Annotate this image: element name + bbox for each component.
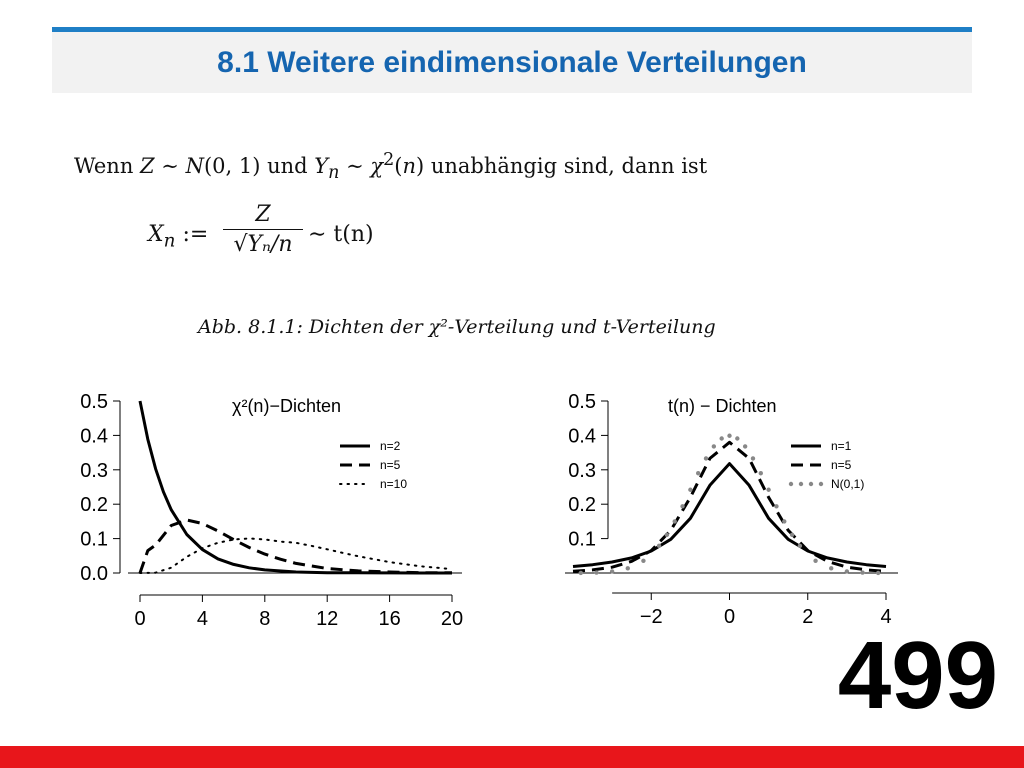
slide-title: 8.1 Weitere eindimensionale Verteilungen [217, 46, 807, 79]
y-tick-label: 0.0 [80, 563, 108, 585]
legend-label: n=1 [831, 439, 852, 453]
legend-label: n=5 [380, 458, 401, 472]
series-line-n5 [140, 520, 452, 573]
data-point [688, 488, 692, 492]
data-point [719, 436, 723, 440]
var-z: Z [140, 154, 155, 178]
fraction-bar [223, 229, 303, 230]
data-point [876, 571, 880, 575]
chart-title: t(n) − Dichten [668, 396, 777, 416]
data-point [735, 436, 739, 440]
var-chi: χ [370, 154, 384, 178]
text-wenn: Wenn [74, 154, 141, 178]
formula-assign: := [182, 222, 209, 247]
data-point [712, 444, 716, 448]
paren-open: ( [394, 154, 403, 178]
legend-label: n=2 [380, 439, 401, 453]
y-tick-label: 0.4 [80, 425, 108, 448]
sup-2: 2 [383, 150, 395, 170]
data-point [860, 570, 864, 574]
legend-swatch [799, 482, 803, 486]
legend-label: N(0,1) [831, 477, 865, 491]
y-tick-label: 0.4 [568, 425, 596, 448]
formula-fraction [223, 202, 303, 257]
data-point [594, 570, 598, 574]
data-point [673, 519, 677, 523]
data-point [829, 566, 833, 570]
data-point [766, 488, 770, 492]
formula-lhs: X [148, 222, 164, 247]
data-point [727, 434, 731, 438]
data-point [751, 456, 755, 460]
x-tick-label: 16 [378, 608, 401, 630]
text-01-und: (0, 1) und [203, 154, 315, 178]
x-tick-label: 0 [723, 606, 736, 628]
data-point [813, 559, 817, 563]
x-tick-label: 4 [880, 606, 892, 628]
data-point [665, 533, 669, 537]
formula-lhs-sub: n [163, 230, 176, 252]
x-tick-label: 20 [440, 608, 464, 630]
math-statement [74, 150, 707, 183]
data-point [610, 569, 614, 573]
legend-swatch [809, 482, 813, 486]
x-tick-label: −2 [639, 606, 663, 628]
y-tick-label: 0.2 [80, 494, 108, 517]
formula-numerator: Z [255, 202, 271, 227]
y-tick-label: 0.1 [80, 528, 108, 551]
data-point [759, 471, 763, 475]
data-point [579, 571, 583, 575]
data-point [626, 566, 630, 570]
y-tick-label: 0.3 [80, 459, 108, 482]
data-point [641, 559, 645, 563]
legend-label: n=5 [831, 458, 852, 472]
x-tick-label: 0 [134, 608, 146, 630]
data-point [774, 504, 778, 508]
legend-label: n=10 [380, 477, 408, 491]
y-tick-label: 0.5 [80, 391, 108, 413]
legend-swatch [819, 482, 823, 486]
data-point [782, 519, 786, 523]
data-point [743, 444, 747, 448]
y-tick-label: 0.2 [568, 494, 596, 517]
x-tick-label: 8 [259, 608, 271, 630]
formula-rhs: ∼ t(n) [308, 222, 374, 247]
data-point [657, 544, 661, 548]
y-tick-label: 0.1 [568, 528, 596, 551]
sub-n: n [328, 163, 340, 184]
data-point [845, 569, 849, 573]
figure-caption: Abb. 8.1.1: Dichten der χ²-Verteilung und t-Verteilung [198, 316, 716, 338]
sim-1: ∼ [154, 154, 186, 178]
x-tick-label: 12 [316, 608, 339, 630]
text-rest: ) unabhängig sind, dann ist [415, 154, 708, 178]
x-tick-label: 4 [196, 608, 208, 630]
legend-swatch [789, 482, 793, 486]
data-point [696, 471, 700, 475]
footer-bar [0, 746, 1024, 768]
var-n: N [185, 154, 204, 178]
chi-square-density-chart [60, 380, 530, 630]
page-number: 499 [837, 622, 998, 729]
var-y: Y [314, 154, 329, 178]
series-line-n10 [140, 539, 452, 574]
data-point [798, 544, 802, 548]
formula-denominator: √Yₙ/n [233, 232, 293, 257]
y-tick-label: 0.5 [568, 391, 596, 413]
y-tick-label: 0.3 [568, 459, 596, 482]
t-density-chart [553, 380, 933, 630]
var-n2: n [402, 154, 416, 178]
sim-2: ∼ [339, 154, 371, 178]
title-bar [52, 27, 972, 93]
chart-title: χ²(n)−Dichten [232, 396, 341, 416]
data-point [680, 504, 684, 508]
data-point [790, 533, 794, 537]
x-tick-label: 2 [802, 606, 814, 628]
data-point [704, 456, 708, 460]
